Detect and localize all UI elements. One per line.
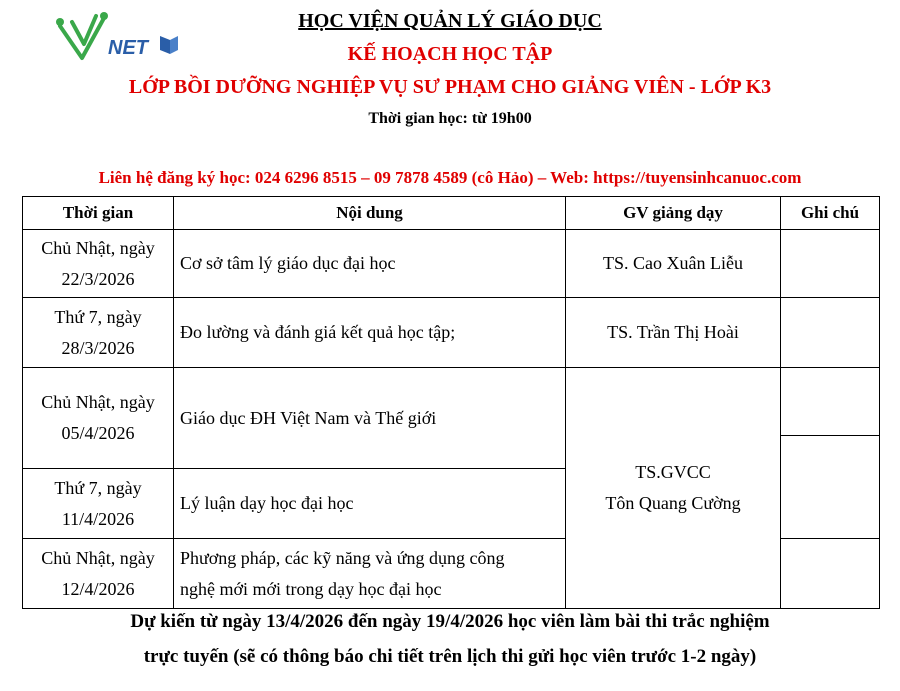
teacher-cell-merged: TS.GVCC Tôn Quang Cường [566,368,781,609]
content-cell: Đo lường và đánh giá kết quả học tập; [174,298,566,368]
content-cell: Giáo dục ĐH Việt Nam và Thế giới [174,368,566,469]
institution-title: HỌC VIỆN QUẢN LÝ GIÁO DỤC [298,10,602,32]
contact-info: Liên hệ đăng ký học: 024 6296 8515 – 09 7878 4589 (cô Hảo) – Web: https://tuyensinhcanuoc.com [98,168,802,187]
note-cell [781,368,880,436]
date-cell: Thứ 7, ngày 28/3/2026 [23,298,174,368]
note-cell [781,298,880,368]
logo-text: NET [108,37,148,59]
content-cell: Cơ sở tâm lý giáo dục đại học [174,230,566,298]
note-cell [781,539,880,609]
date-cell: Chủ Nhật, ngày 05/4/2026 [23,368,174,469]
class-title: LỚP BỒI DƯỠNG NGHIỆP VỤ SƯ PHẠM CHO GIẢNG VIÊN - LỚP K3 [128,76,772,98]
date-cell: Thứ 7, ngày 11/4/2026 [23,469,174,539]
content-cell: Lý luận dạy học đại học [174,469,566,539]
table-row [23,298,880,368]
plan-title: KẾ HOẠCH HỌC TẬP [347,43,553,65]
content-cell: Phương pháp, các kỹ năng và ứng dụng công nghệ mới mới trong dạy học đại học [174,539,566,609]
table-row [23,368,880,436]
teacher-cell: TS. Cao Xuân Liễu [566,230,781,298]
teacher-cell: TS. Trần Thị Hoài [566,298,781,368]
date-cell: Chủ Nhật, ngày 12/4/2026 [23,539,174,609]
date-cell: Chủ Nhật, ngày 22/3/2026 [23,230,174,298]
col-header-time: Thời gian [23,197,174,230]
col-header-note: Ghi chú [781,197,880,230]
schedule-table [22,196,880,609]
table-row [23,230,880,298]
table-header-row [23,197,880,230]
note-cell [781,230,880,298]
footer-note-line2: trực tuyến (sẽ có thông báo chi tiết trên lịch thi gửi học viên trước 1-2 ngày) [143,646,757,667]
study-time: Thời gian học: từ 19h00 [368,110,532,127]
col-header-teacher: GV giảng dạy [566,197,781,230]
col-header-content: Nội dung [174,197,566,230]
footer-note-line1: Dự kiến từ ngày 13/4/2026 đến ngày 19/4/2026 học viên làm bài thi trắc nghiệm [130,611,770,632]
note-cell [781,436,880,539]
